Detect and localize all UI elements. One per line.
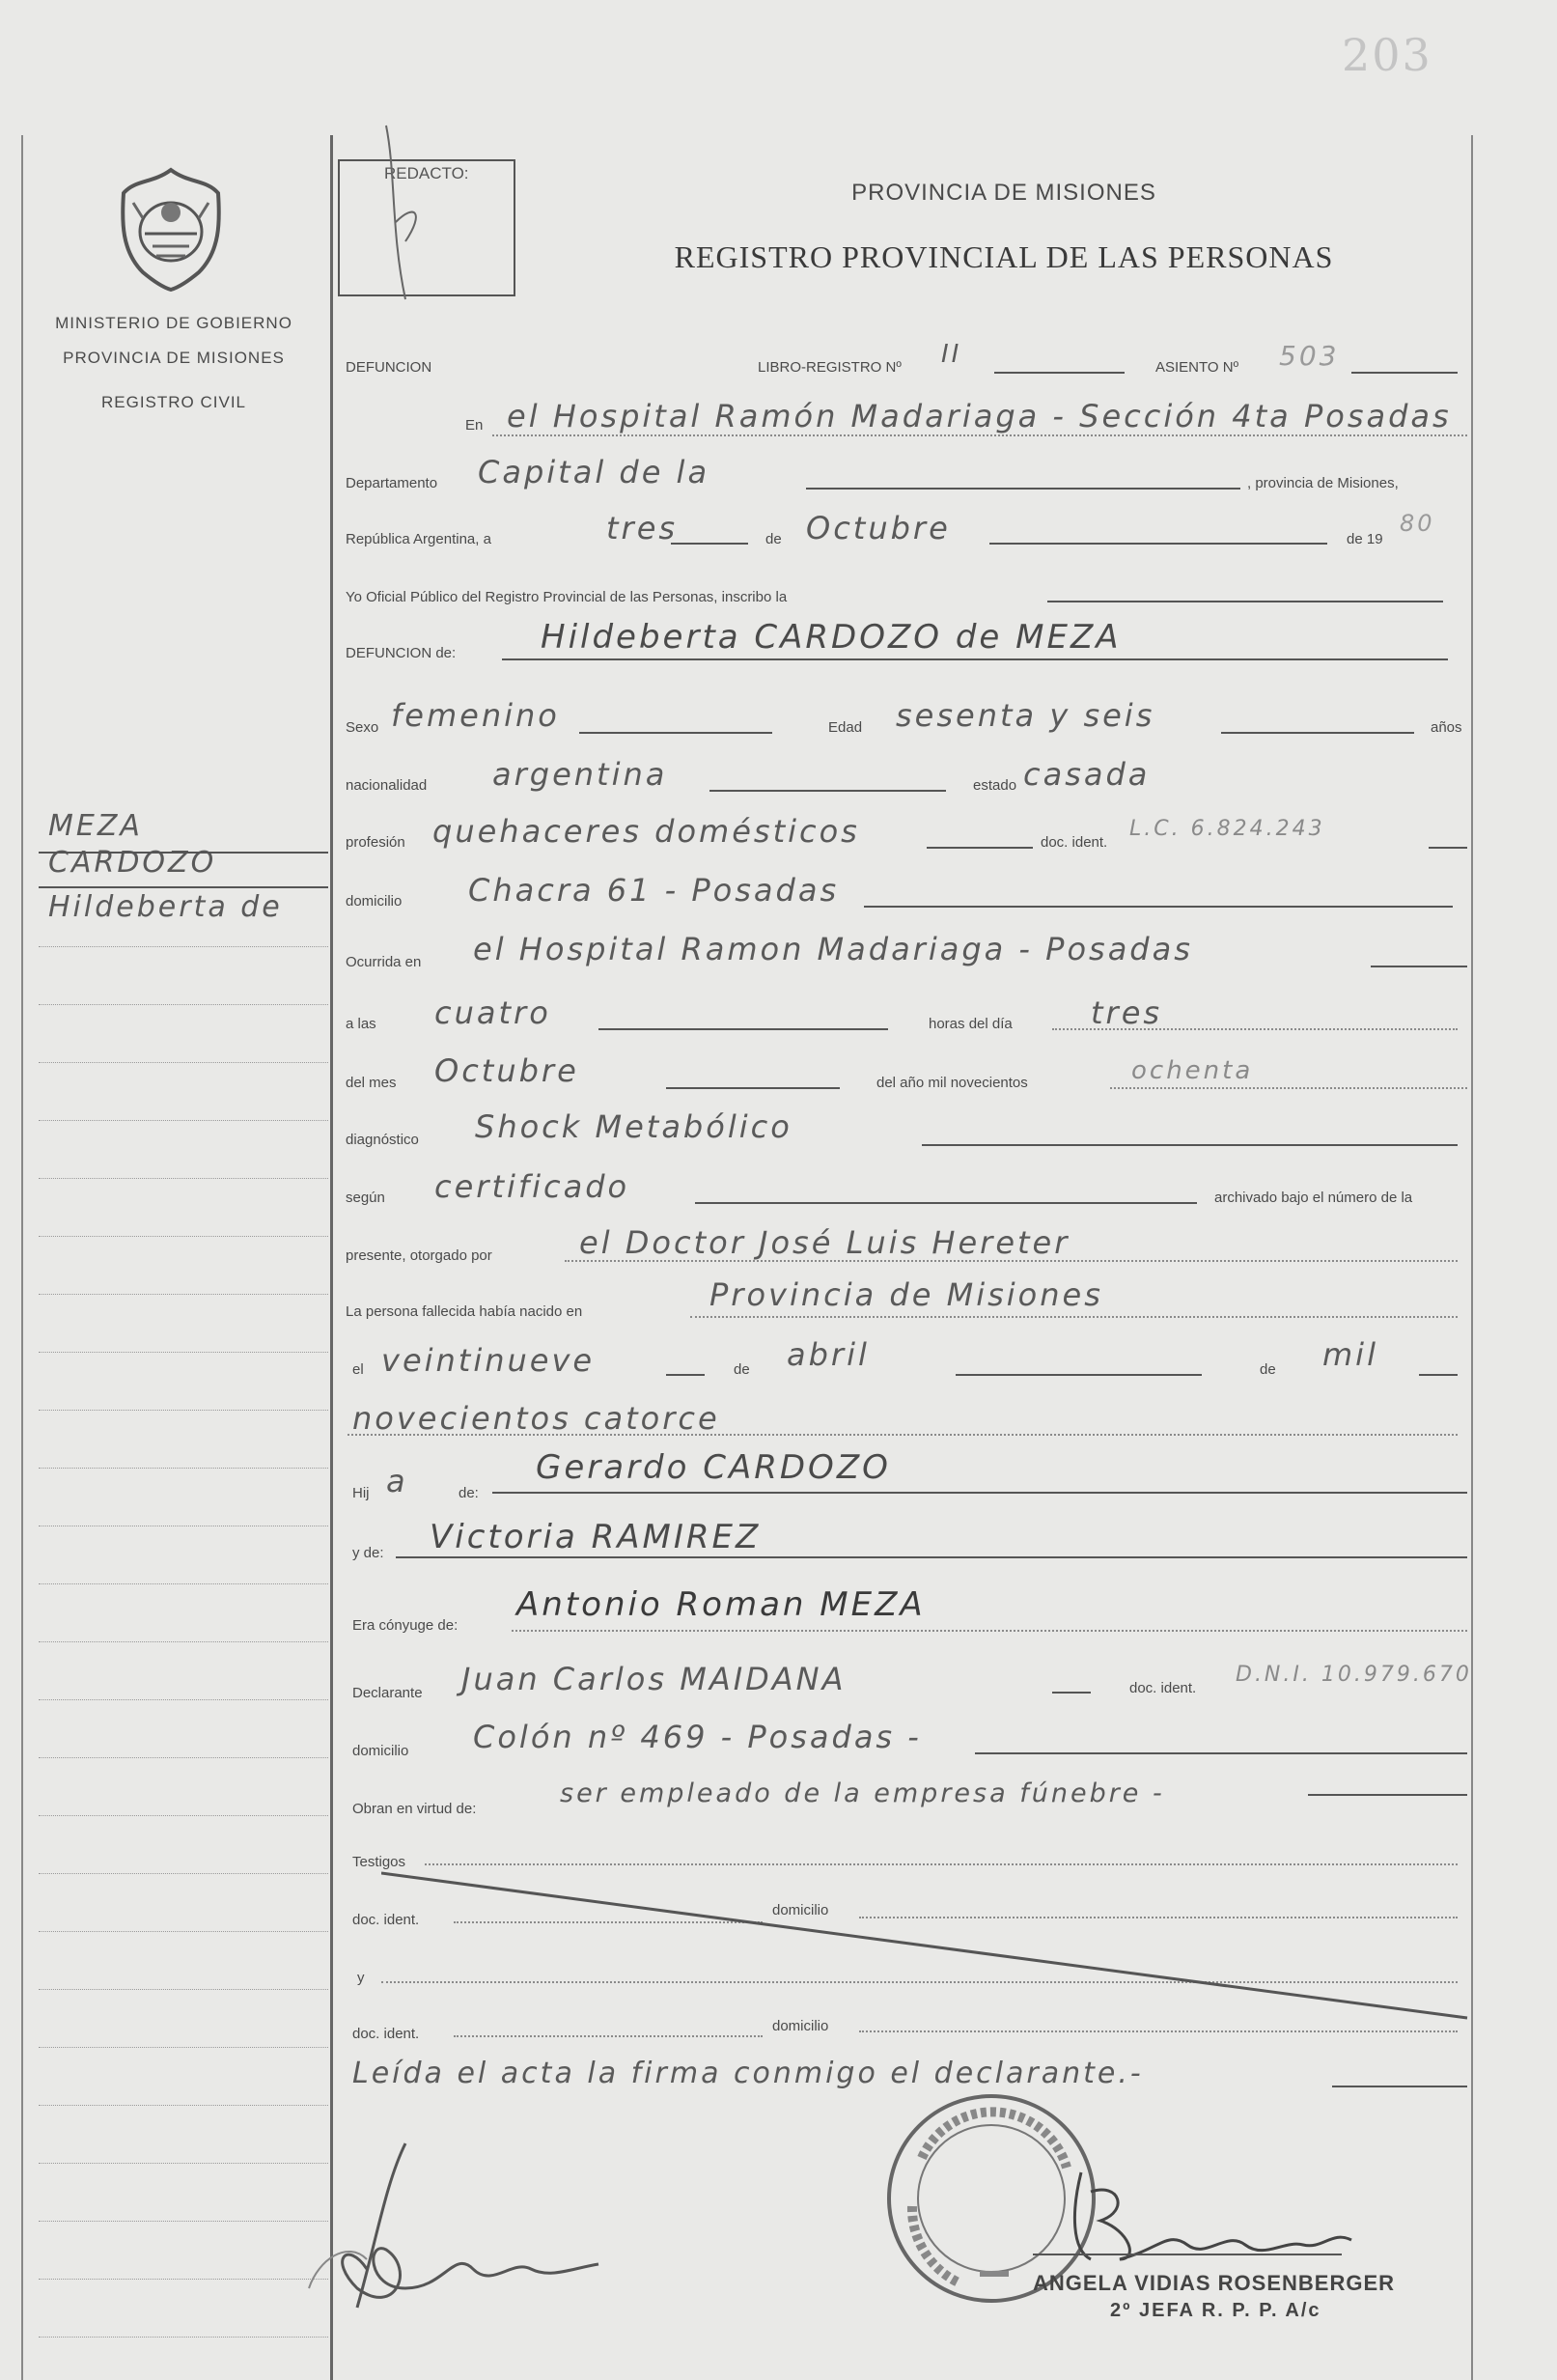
margin-rule: [39, 2163, 328, 2164]
horas-del-dia-label: horas del día: [929, 1016, 1013, 1032]
ano-hecho-line: [1110, 1087, 1467, 1089]
doc-ident-line: [1429, 847, 1467, 849]
ocurrida-label: Ocurrida en: [346, 954, 422, 970]
profesion-label: profesión: [346, 834, 405, 851]
ano-hecho-value: ochenta: [1131, 1056, 1254, 1085]
ministry-label: MINISTERIO DE GOBIERNO: [55, 314, 292, 332]
nacido-en-line: [690, 1316, 1458, 1318]
day-line: [671, 543, 748, 545]
domicilio-value: Chacra 61 - Posadas: [468, 872, 840, 909]
doc-ident-label-4: doc. ident.: [352, 2026, 420, 2042]
en-label: En: [465, 417, 484, 434]
dia-hecho-line: [1052, 1028, 1458, 1030]
name-line: [502, 658, 1448, 660]
margin-rule: [39, 1120, 328, 1121]
segun-value: certificado: [434, 1168, 630, 1205]
declarante-domicilio-value: Colón nº 469 - Posadas -: [473, 1719, 922, 1755]
anos-label: años: [1431, 719, 1462, 736]
conyuge-line: [512, 1630, 1467, 1632]
dia-nac-line: [666, 1374, 705, 1376]
nacionalidad-line: [709, 790, 946, 792]
de-19-label: de 19: [1347, 531, 1383, 547]
margin-rule: [39, 1989, 328, 1990]
margin-rule: [39, 1757, 328, 1758]
declarante-line: [1052, 1692, 1091, 1694]
defuncion-de-label: DEFUNCION de:: [346, 645, 457, 661]
segun-label: según: [346, 1190, 385, 1206]
edad-line: [1221, 732, 1414, 734]
domicilio-label-2: domicilio: [352, 1743, 409, 1759]
archivado-label: archivado bajo el número de la: [1214, 1190, 1413, 1206]
diagnostico-line: [922, 1144, 1458, 1146]
margin-rule: [39, 946, 328, 947]
margin-rule: [39, 1931, 328, 1932]
asiento-line: [1351, 372, 1458, 374]
nacido-en-value: Provincia de Misiones: [709, 1276, 1103, 1313]
el-label: el: [352, 1361, 364, 1378]
page-number: 203: [1342, 29, 1432, 81]
sexo-value: femenino: [391, 697, 560, 734]
libro-label: LIBRO-REGISTRO Nº: [758, 359, 902, 376]
margin-rule: [39, 2221, 328, 2222]
estado-label: estado: [973, 777, 1017, 794]
margin-rule: [39, 2337, 328, 2338]
hij-label: Hij: [352, 1485, 370, 1501]
diagnostico-value: Shock Metabólico: [475, 1108, 792, 1145]
ano-nac-2-line: [348, 1434, 1458, 1436]
margin-rule: [39, 1468, 328, 1469]
dia-nac-value: veintinueve: [381, 1342, 596, 1379]
padre-line: [492, 1492, 1467, 1494]
profesion-line: [927, 847, 1033, 849]
diagnostico-label: diagnóstico: [346, 1132, 419, 1148]
margin-rule: [39, 2047, 328, 2048]
obran-value: ser empleado de la empresa fúnebre -: [560, 1778, 1165, 1808]
margin-rule: [39, 1410, 328, 1411]
y-de-label: y de:: [352, 1545, 384, 1561]
day-value: tres: [606, 510, 679, 546]
mes-nac-line: [956, 1374, 1202, 1376]
mes-hecho-line: [666, 1087, 840, 1089]
del-mes-label: del mes: [346, 1075, 397, 1091]
testigo-2-doc-line: [454, 2035, 763, 2037]
de-label-3: de: [1260, 1361, 1276, 1378]
month-line: [989, 543, 1327, 545]
domicilio-label: domicilio: [346, 893, 403, 910]
margin-rule: [39, 2279, 328, 2280]
doc-ident-label-2: doc. ident.: [1129, 1680, 1197, 1696]
margin-rule: [39, 1583, 328, 1584]
nacido-en-label: La persona fallecida había nacido en: [346, 1303, 583, 1320]
segun-line: [695, 1202, 1197, 1204]
conyuge-label: Era cónyuge de:: [352, 1617, 459, 1634]
provincia-misiones-label: , provincia de Misiones,: [1247, 475, 1399, 491]
ocurrida-line: [1371, 966, 1467, 967]
margin-rule: [39, 1352, 328, 1353]
madre-line: [396, 1556, 1467, 1558]
de-label-4: de:: [459, 1485, 479, 1501]
estado-value: casada: [1023, 756, 1151, 793]
sexo-line: [579, 732, 772, 734]
margin-rule: [39, 1641, 328, 1642]
testigo-2-domicilio-line: [859, 2030, 1458, 2032]
registry-title: REGISTRO PROVINCIAL DE LAS PERSONAS: [674, 239, 1334, 274]
closing-value: Leída el acta la firma conmigo el declarante.-: [352, 2057, 1144, 2090]
libro-line: [994, 372, 1125, 374]
de-label-2: de: [734, 1361, 750, 1378]
margin-underline: [39, 886, 328, 888]
testigos-line: [425, 1863, 1458, 1865]
declarante-value: Juan Carlos MAIDANA: [461, 1661, 847, 1697]
doc-ident-value: L.C. 6.824.243: [1129, 817, 1325, 841]
margin-underline: [39, 852, 328, 854]
margin-rule: [39, 1873, 328, 1874]
profesion-value: quehaceres domésticos: [432, 813, 860, 850]
sexo-label: Sexo: [346, 719, 379, 736]
oficial-line: [1047, 601, 1443, 602]
testigos-cross-out: [381, 1868, 1472, 2023]
ano-nac-2-value: novecientos catorce: [352, 1400, 720, 1437]
margin-rule: [39, 1178, 328, 1179]
dia-hecho-value: tres: [1091, 994, 1163, 1031]
margin-rule: [39, 1062, 328, 1063]
province-label: PROVINCIA DE MISIONES: [63, 349, 285, 367]
declarante-label: Declarante: [352, 1685, 423, 1701]
margin-rule: [39, 1815, 328, 1816]
domicilio-label-4: domicilio: [772, 2018, 829, 2034]
deceased-name-value: Hildeberta CARDOZO de MEZA: [541, 618, 1122, 657]
oficial-label: Yo Oficial Público del Registro Provincial de las Personas, inscribo la: [346, 589, 788, 605]
del-ano-label: del año mil novecientos: [876, 1075, 1028, 1091]
libro-value: II: [941, 340, 962, 369]
obran-line: [1308, 1794, 1467, 1796]
redacto-initials: [367, 116, 444, 309]
margin-first-name: Hildeberta de: [48, 890, 283, 924]
margin-rule: [39, 1294, 328, 1295]
margin-rule: [39, 1699, 328, 1700]
a-las-label: a las: [346, 1016, 376, 1032]
hij-suffix: a: [386, 1463, 408, 1499]
doc-ident-label: doc. ident.: [1041, 834, 1108, 851]
right-border-line: [1471, 135, 1473, 2380]
margin-rule: [39, 1004, 328, 1005]
republica-label: República Argentina, a: [346, 531, 491, 547]
de-label-1: de: [765, 531, 782, 547]
nacionalidad-label: nacionalidad: [346, 777, 428, 794]
registry-label: REGISTRO CIVIL: [100, 393, 247, 411]
year-value: 80: [1400, 510, 1435, 537]
place-line: [492, 434, 1467, 436]
official-title: 2º JEFA R. P. P. A/c: [1110, 2300, 1321, 2321]
edad-value: sesenta y seis: [896, 697, 1155, 734]
domicilio-line: [864, 906, 1453, 908]
presente-label: presente, otorgado por: [346, 1247, 492, 1264]
redacto-label: REDACTO:: [384, 164, 469, 182]
edad-label: Edad: [828, 719, 863, 736]
province-heading: PROVINCIA DE MISIONES: [851, 180, 1156, 206]
closing-line: [1332, 2086, 1467, 2087]
coat-of-arms-icon: [114, 164, 228, 292]
departamento-label: Departamento: [346, 475, 438, 491]
margin-surname: MEZA: [48, 809, 143, 843]
domicilio-label-3: domicilio: [772, 1902, 829, 1918]
padre-value: Gerardo CARDOZO: [536, 1448, 891, 1487]
defuncion-label: DEFUNCION: [346, 359, 432, 376]
hora-line: [598, 1028, 888, 1030]
asiento-value: 503: [1279, 340, 1340, 372]
otorgado-value: el Doctor José Luis Hereter: [579, 1224, 1070, 1261]
hora-value: cuatro: [434, 994, 551, 1031]
month-value: Octubre: [806, 510, 951, 546]
doc-ident-label-3: doc. ident.: [352, 1912, 420, 1928]
ano-nac-1-value: mil: [1322, 1336, 1378, 1373]
departamento-value: Capital de la: [478, 454, 710, 490]
declarante-doc-value: D.N.I. 10.979.670: [1236, 1663, 1472, 1687]
asiento-label: ASIENTO Nº: [1155, 359, 1239, 376]
mes-hecho-value: Octubre: [434, 1052, 579, 1089]
margin-rule: [39, 2105, 328, 2106]
departamento-line: [806, 488, 1240, 490]
conyuge-value: Antonio Roman MEZA: [516, 1585, 926, 1624]
margin-rule: [39, 1236, 328, 1237]
margin-maiden-name: CARDOZO: [48, 846, 217, 880]
nacionalidad-value: argentina: [492, 756, 668, 793]
declarante-domicilio-line: [975, 1752, 1467, 1754]
otorgado-line: [565, 1260, 1458, 1262]
left-border-line: [21, 135, 23, 2380]
ocurrida-value: el Hospital Ramon Madariaga - Posadas: [473, 931, 1193, 967]
y-label: y: [357, 1970, 365, 1986]
mes-nac-value: abril: [787, 1336, 870, 1373]
ano-nac-1-line: [1419, 1374, 1458, 1376]
center-divider-line: [330, 135, 333, 2380]
official-signature: [1014, 2153, 1361, 2279]
left-signature: [290, 2124, 618, 2346]
place-value: el Hospital Ramón Madariaga - Sección 4ta Posadas: [507, 398, 1452, 434]
obran-label: Obran en virtud de:: [352, 1801, 477, 1817]
testigos-label: Testigos: [352, 1854, 406, 1870]
madre-value: Victoria RAMIREZ: [430, 1518, 762, 1556]
official-name: ANGELA VIDIAS ROSENBERGER: [1033, 2271, 1396, 2295]
